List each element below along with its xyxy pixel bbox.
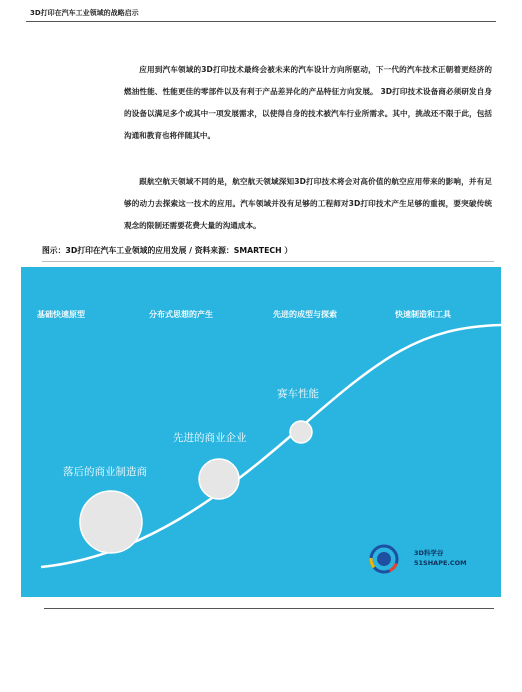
logo-mark-icon — [366, 541, 403, 578]
header-divider — [26, 21, 496, 22]
logo-text — [414, 548, 467, 568]
point-label-1: 落后的商业制造商 — [63, 466, 147, 478]
figure-caption: 图示：3D打印在汽车工业领域的应用发展 / 资料来源：SMARTECH ） — [42, 246, 293, 255]
figure-panel — [21, 267, 501, 597]
point-label-2: 先进的商业企业 — [173, 432, 247, 444]
caption-divider — [42, 261, 494, 262]
point-circle-1 — [80, 491, 142, 553]
body-paragraph-2: 跟航空航天领域不同的是，航空航天领域深知3D打印技术将会对高价值的航空应用带来的影响，并有足够的动力去探索这一技术的应用。汽车领域并没有足够的工程师对3D打印技术产生足够的重视，要突破传统观念的限制还需要花费大量的沟通成本。 — [124, 177, 492, 230]
point-label-3: 赛车性能 — [277, 388, 319, 400]
body-paragraph-1: 应用到汽车领域的3D打印技术最终会被未来的汽车设计方向所驱动，下一代的汽车技术正朝着更经济的燃油性能、性能更佳的零部件以及有利于产品差异化的产品特征方向发展。 3D打印技术设备商必须研发自身的设备以满足多个或其中一项发展需求，以使得自身的技术被汽车行业所需求。其中，挑战还不限于此，包括沟通和教育也将伴随其中。 — [124, 65, 492, 140]
stage-label-1: 基础快速原型 — [37, 310, 85, 319]
header-title: 3D打印在汽车工业领域的战略启示 — [30, 9, 139, 17]
stage-label-4: 快速制造和工具 — [395, 310, 451, 319]
stage-label-2: 分布式思想的产生 — [149, 310, 213, 319]
logo-name: 3D科学谷 — [414, 549, 444, 557]
logo-url: 51SHAPE.COM — [414, 559, 467, 567]
point-circle-2 — [199, 459, 239, 499]
point-circle-3 — [290, 421, 312, 443]
footer-divider — [44, 608, 494, 609]
stage-label-3: 先进的成型与探索 — [273, 310, 337, 319]
